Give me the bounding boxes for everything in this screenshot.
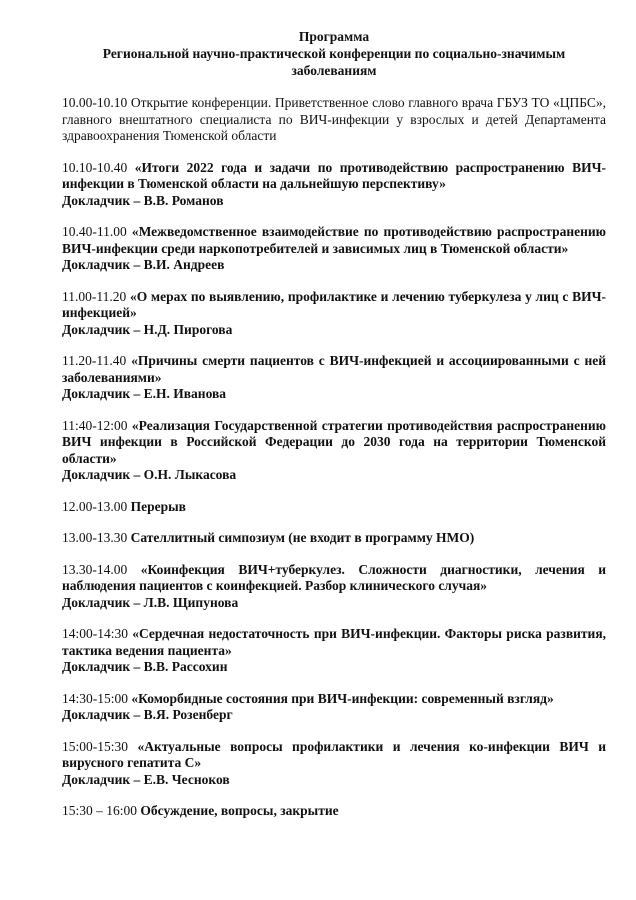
agenda-item: [62, 160, 606, 210]
program-title: Программа: [298, 29, 370, 44]
agenda-time: 10.00-10.10: [62, 95, 131, 110]
agenda-time: 11.20-11.40: [62, 353, 132, 368]
agenda-speaker: Докладчик – В.И. Андреев: [62, 257, 225, 272]
agenda-title: «Сердечная недостаточность при ВИЧ-инфекции. Факторы риска развития, тактика ведения пациента»: [62, 626, 607, 658]
agenda-time: 15:00-15:30: [62, 738, 138, 754]
conference-title: Региональной научно-практической конференции по социально-значимым: [102, 46, 566, 61]
agenda-time: 11.00-11.20: [62, 288, 130, 304]
agenda-item-symposium: [62, 530, 606, 547]
agenda-speaker: Докладчик – В.В. Романов: [62, 192, 224, 208]
agenda-title: Открытие конференции. Приветственное слово главного врача ГБУЗ ТО «ЦПБС», главного внештатного специалиста по ВИЧ-инфекции у взрослых и детей Департамента здравоохранения Тюменской области: [62, 95, 607, 143]
agenda-time: 13.30-14.00: [62, 561, 141, 577]
agenda-title: «Итоги 2022 года и задачи по противодействию распространению ВИЧ-инфекции в Тюменской области на дальнейшую перспективу»: [62, 159, 607, 191]
agenda-speaker: Докладчик – Н.Д. Пирогова: [62, 321, 233, 337]
agenda-speaker: Докладчик – Е.В. Чесноков: [62, 771, 230, 787]
agenda-speaker: Докладчик – Е.Н. Иванова: [62, 386, 227, 401]
conference-title-cont: заболеваниям: [291, 63, 377, 78]
agenda-time: 10.10-10.40: [62, 159, 135, 175]
agenda-item-closing: [62, 803, 606, 820]
agenda-time: 14:00-14:30: [62, 626, 133, 641]
agenda-title: «Коморбидные состояния при ВИЧ-инфекции: современный взгляд»: [131, 690, 554, 706]
agenda-title: «Коинфекция ВИЧ+туберкулез. Сложности диагностики, лечения и наблюдения пациентов с коинфекцией. Разбор клинического случая»: [62, 561, 607, 593]
agenda-title: «Реализация Государственной стратегии противодействия распространению ВИЧ инфекции в Российской Федерации до 2030 года на территории Тюменской области»: [62, 417, 607, 466]
agenda-item: [62, 626, 606, 676]
agenda-time: 13.00-13.30: [62, 530, 131, 545]
agenda-title: Сателлитный симпозиум (не входит в программу НМО): [130, 530, 475, 545]
agenda-title: «Актуальные вопросы профилактики и лечения ко-инфекции ВИЧ и вирусного гепатита С»: [62, 738, 607, 770]
agenda-speaker: Докладчик – В.В. Рассохин: [62, 659, 228, 674]
agenda-title: Обсуждение, вопросы, закрытие: [140, 803, 339, 818]
agenda-title: «Причины смерти пациентов с ВИЧ-инфекцией и ассоциированными с ней заболеваниями»: [62, 353, 606, 385]
agenda-time: 14:30-15:00: [62, 690, 132, 706]
agenda-time: 11:40-12:00: [62, 417, 132, 433]
agenda-speaker: Докладчик – В.Я. Розенберг: [62, 707, 233, 722]
agenda-speaker: Докладчик – О.Н. Лыкасова: [62, 467, 237, 482]
agenda-item: [62, 739, 606, 789]
agenda-title: Перерыв: [130, 498, 186, 514]
agenda-item-break: [62, 499, 606, 516]
agenda-time: 10.40-11.00: [62, 224, 132, 239]
program-header: [62, 28, 606, 79]
agenda-time: 15:30 – 16:00: [62, 803, 141, 818]
agenda-item: [62, 353, 606, 403]
agenda-item-opening: [62, 95, 606, 145]
agenda-title: «Межведомственное взаимодействие по противодействию распространению ВИЧ-инфекции среди наркопотребителей и зависимых лиц в Тюменской области»: [62, 224, 606, 256]
agenda-title: «О мерах по выявлению, профилактике и лечению туберкулеза у лиц с ВИЧ-инфекцией»: [62, 288, 606, 320]
agenda-time: 12.00-13.00: [62, 498, 131, 514]
agenda-speaker: Докладчик – Л.В. Щипунова: [62, 594, 239, 610]
agenda-item: [62, 418, 606, 484]
agenda-item: [62, 562, 606, 612]
agenda-item: [62, 289, 606, 339]
agenda-item: [62, 691, 606, 724]
agenda-item: [62, 224, 606, 274]
